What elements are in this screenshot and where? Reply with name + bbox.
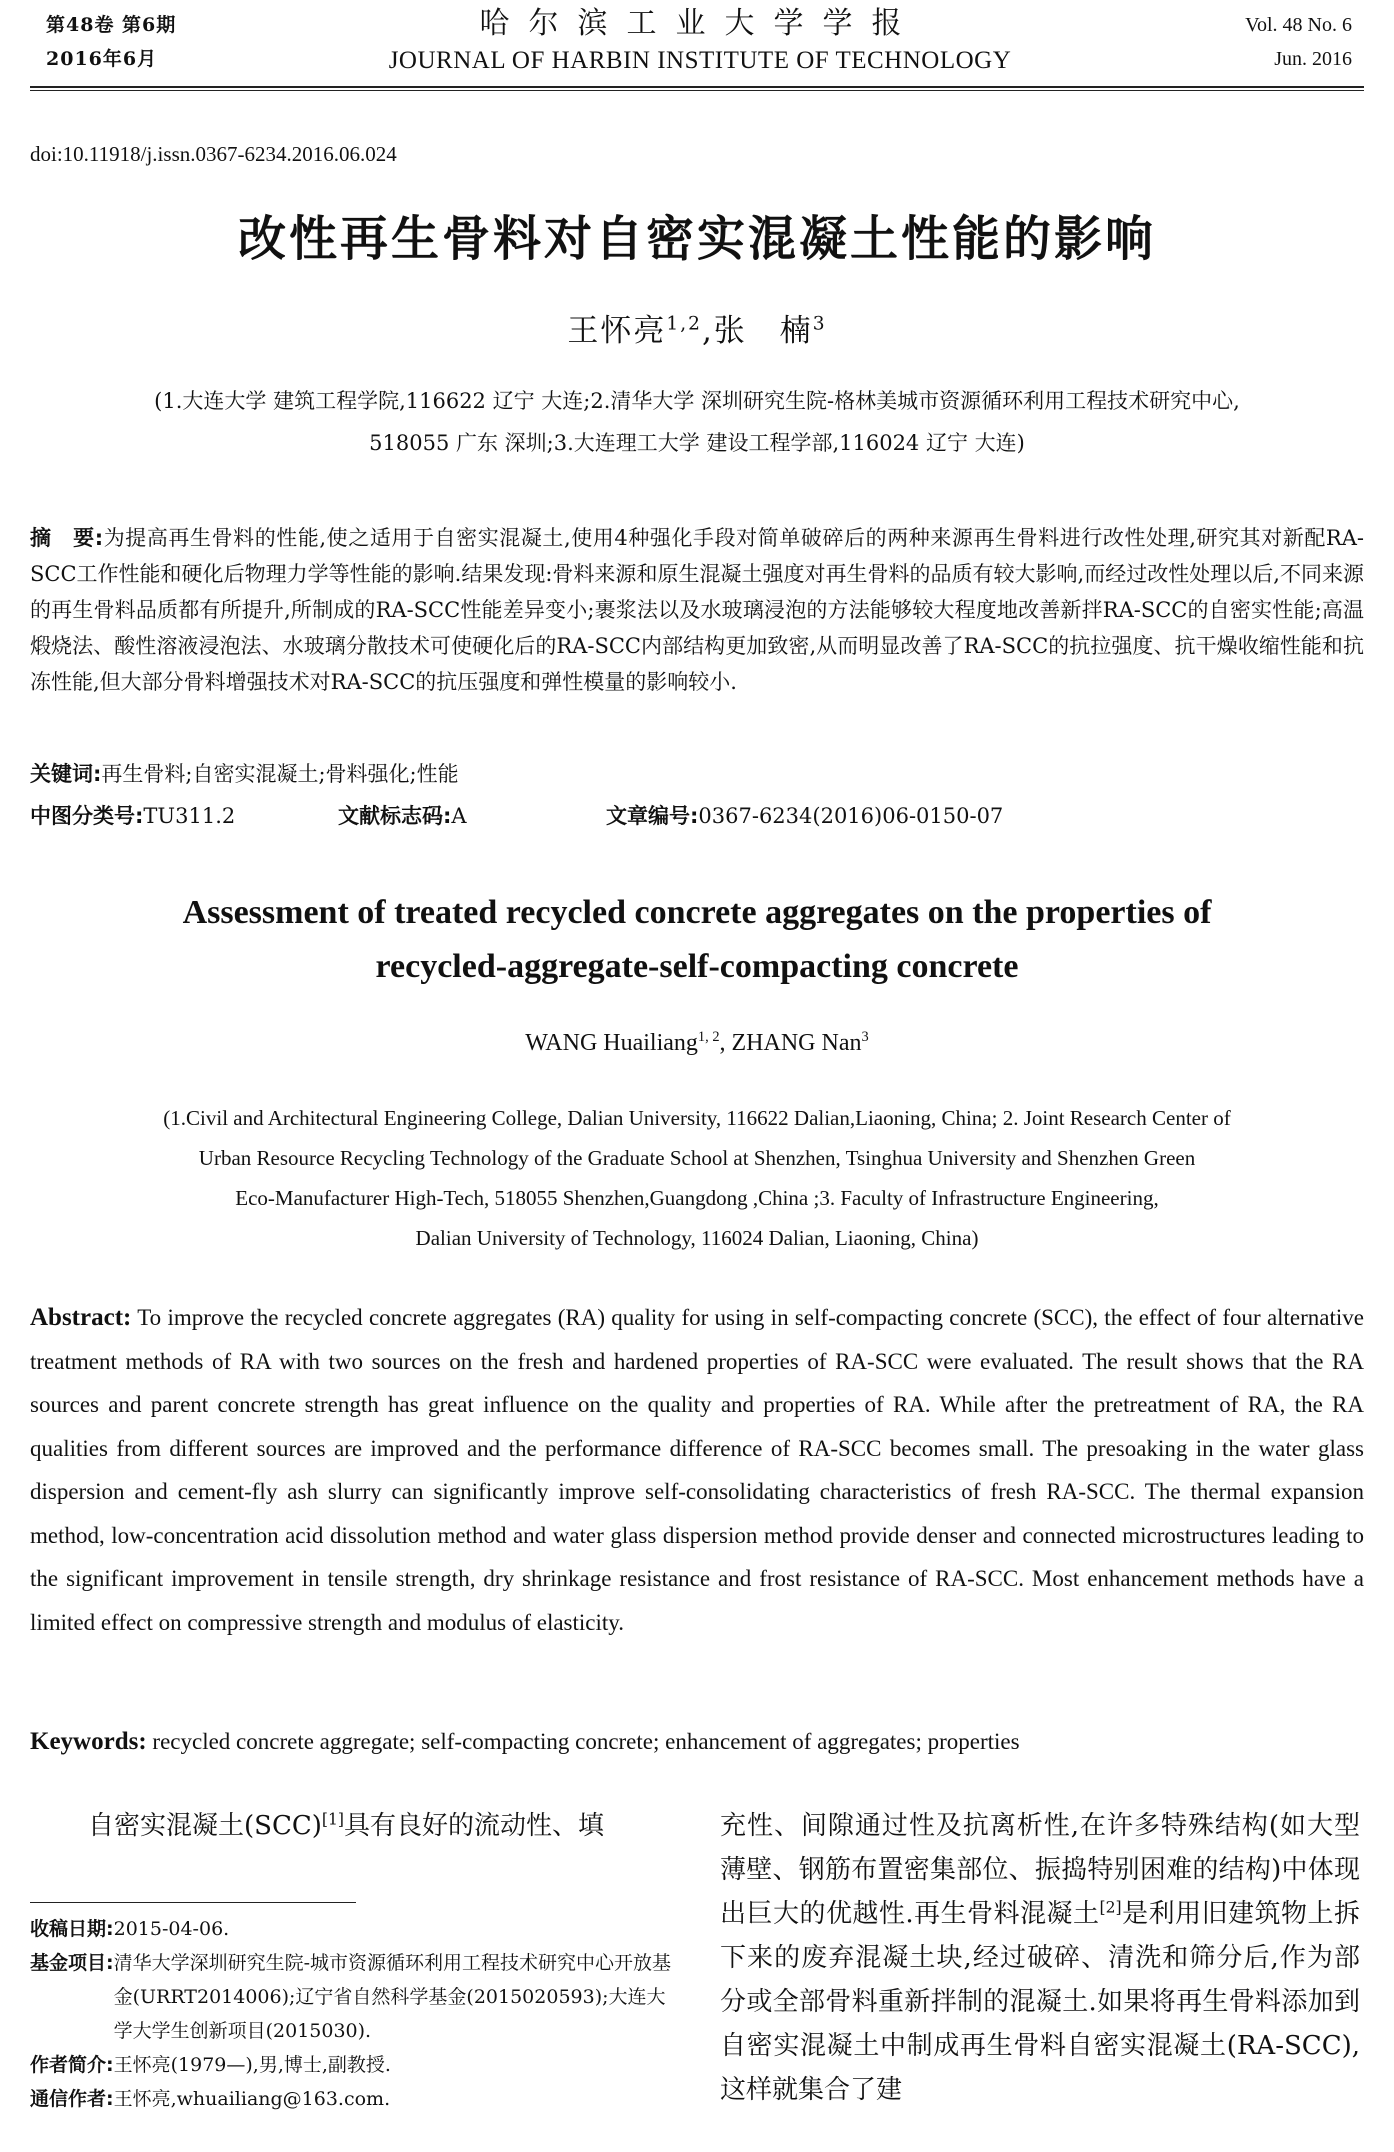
author-2-affil-cn: 3 [812,313,827,335]
footnote-rule [30,1902,356,1903]
received-value: 2015-04-06. [113,1918,230,1940]
author-1-en: WANG Huailiang [525,1030,698,1056]
author-separator-en: , [719,1030,732,1056]
footnotes [30,1912,680,2116]
body-left-text: 自密实混凝土(SCC) [88,1811,322,1841]
volume-cn: 第48卷 第6期 [46,14,177,36]
bio-label: 作者简介: [30,2054,114,2076]
corresponding-label: 通信作者: [30,2088,114,2110]
title-en-line: recycled-aggregate-self-compacting concrete [375,948,1019,985]
abstract-en [30,1296,1364,1644]
affiliation-en-line: Urban Resource Recycling Technology of the Graduate School at Shenzhen, Tsinghua University and Shenzhen Green [198,1146,1196,1170]
bio-value: 王怀亮(1979—),男,博士,副教授. [113,2054,391,2076]
author-2-affil-en: 3 [861,1029,869,1045]
footnote-received [30,1912,680,1946]
doc-code [338,800,467,830]
abstract-en-label: Abstract: [30,1304,132,1331]
received-label: 收稿日期: [30,1918,114,1940]
clc-value: TU311.2 [143,804,236,828]
footnote-bio [30,2048,680,2082]
clc-number [30,800,235,830]
affiliation-cn-line: (1.大连大学 建筑工程学院,116622 辽宁 大连;2.清华大学 深圳研究生院-格林美城市资源循环利用工程技术研究中心, [154,389,1240,413]
title-en [0,886,1394,994]
affiliation-en-line: (1.Civil and Architectural Engineering College, Dalian University, 116622 Dalian,Liaoning, China; 2. Joint Research Center of [163,1106,1231,1130]
journal-name-en: JOURNAL OF HARBIN INSTITUTE OF TECHNOLOGY [388,47,1012,74]
doc-code-label: 文献标志码: [338,804,452,828]
body-right-text: 充性、间隙通过性及抗离析性,在许多特殊结构(如大型薄壁、钢筋布置密集部位、振捣特别困难的结构)中体现出巨大的优越性.再生骨料混凝土 [720,1811,1360,1929]
corresponding-value[interactable]: 王怀亮,whuailiang@163.com. [113,2088,391,2110]
article-number-label: 文章编号: [606,804,699,828]
header-right [1245,8,1352,76]
volume-en: Vol. 48 No. 6 [1245,14,1352,36]
article-number [606,800,1003,830]
abstract-cn [30,520,1364,700]
fund-label: 基金项目: [30,1952,114,1974]
abstract-cn-label: 摘 要: [30,526,104,550]
affiliation-cn [40,380,1354,464]
header-rule [30,86,1364,88]
affiliation-cn-line: 518055 广东 深圳;3.大连理工大学 建设工程学部,116024 辽宁 大连) [369,431,1025,455]
body-left-text: 具有良好的流动性、填 [343,1811,604,1841]
doc-code-value: A [451,804,467,828]
doi[interactable]: doi:10.11918/j.issn.0367-6234.2016.06.024 [30,142,397,166]
author-2-en: ZHANG Nan [731,1030,862,1056]
title-en-line: Assessment of treated recycled concrete aggregates on the properties of [182,894,1212,931]
citation-ref[interactable]: [1] [321,1810,344,1829]
keywords-en-label: Keywords: [30,1728,147,1755]
journal-name-cn: 哈尔滨工业大学学报 [479,6,921,41]
author-1-affil-en: 1, 2 [697,1029,720,1045]
article-number-value: 0367-6234(2016)06-0150-07 [698,804,1004,828]
footnote-fund [30,1946,680,2048]
title-cn: 改性再生骨料对自密实混凝土性能的影响 [237,211,1156,267]
body-right-text: 是利用旧建筑物上拆下来的废弃混凝土块,经过破碎、清洗和筛分后,作为部分或全部骨料重新拌制的混凝土.如果将再生骨料添加到自密实混凝土中制成再生骨料自密实混凝土(RA-SCC),这样就集合了建 [720,1899,1360,2105]
abstract-cn-text: 为提高再生骨料的性能,使之适用于自密实混凝土,使用4种强化手段对简单破碎后的两种来源再生骨料进行改性处理,研究其对新配RA-SCC工作性能和硬化后物理力学等性能的影响.结果发现:骨料来源和原生混凝土强度对再生骨料的品质有较大影响,而经过改性处理以后,不同来源的再生骨料品质都有所提升,所制成的RA-SCC性能差异变小;裹浆法以及水玻璃浸泡的方法能够较大程度地改善新拌RA-SCC的自密实性能;高温煅烧法、酸性溶液浸泡法、水玻璃分散技术可使硬化后的RA-SCC内部结构更加致密,从而明显改善了RA-SCC的抗拉强度、抗干燥收缩性能和抗冻性能,但大部分骨料增强技术对RA-SCC的抗压强度和弹性模量的影响较小. [30,526,1364,694]
footnote-corresponding [30,2082,680,2116]
citation-ref[interactable]: [2] [1099,1898,1122,1917]
fund-value: 清华大学深圳研究生院-城市资源循环利用工程技术研究中心开放基金(URRT2014006);辽宁省自然科学基金(2015020593);大连大学大学生创新项目(2015030). [113,1952,672,2042]
keywords-en [30,1728,1020,1756]
authors-en [0,1030,1394,1057]
date-en: Jun. 2016 [1274,48,1352,70]
abstract-en-text: To improve the recycled concrete aggregates (RA) quality for using in self-compacting concrete (SCC), the effect of four alternative treatment methods of RA with two sources on the fresh and hardened properties of RA-SCC were evaluated. The result shows that the RA sources and parent concrete strength has great influence on the quality and properties of RA. While after the pretreatment of RA, the RA qualities from different sources are improved and the performance difference of RA-SCC becomes small. The presoaking in the water glass dispersion and cement-fly ash slurry can significantly improve self-consolidating characteristics of fresh RA-SCC. The thermal expansion method, low-concentration acid dissolution method and water glass dispersion method provide denser and connected microstructures leading to the significant improvement in tensile strength, dry shrinkage resistance and frost resistance of RA-SCC. Most enhancement methods have a limited effect on compressive strength and modulus of elasticity. [30,1305,1364,1635]
author-2-cn: 张 楠 [713,313,813,349]
clc-label: 中图分类号: [30,804,144,828]
header-center [340,4,1060,78]
header-rule-thin [30,90,1364,91]
author-separator-cn: , [701,313,714,349]
affiliation-en-line: Eco-Manufacturer High-Tech, 518055 Shenzhen,Guangdong ,China ;3. Faculty of Infrastructure Engineering, [235,1186,1159,1210]
header-left [46,8,176,76]
date-cn: 2016年6月 [46,48,158,70]
author-1-cn: 王怀亮 [567,313,667,349]
keywords-cn-label: 关键词: [30,762,102,786]
author-1-affil-cn: 1,2 [666,313,702,335]
authors-cn [0,305,1394,350]
body-column-right [720,1804,1360,2112]
body-column-left [30,1804,670,1848]
keywords-en-text: recycled concrete aggregate; self-compacting concrete; enhancement of aggregates; properties [152,1729,1020,1754]
affiliation-en [40,1098,1354,1258]
keywords-cn [30,758,459,788]
affiliation-en-line: Dalian University of Technology, 116024 Dalian, Liaoning, China) [415,1226,979,1250]
keywords-cn-text: 再生骨料;自密实混凝土;骨料强化;性能 [101,762,459,786]
